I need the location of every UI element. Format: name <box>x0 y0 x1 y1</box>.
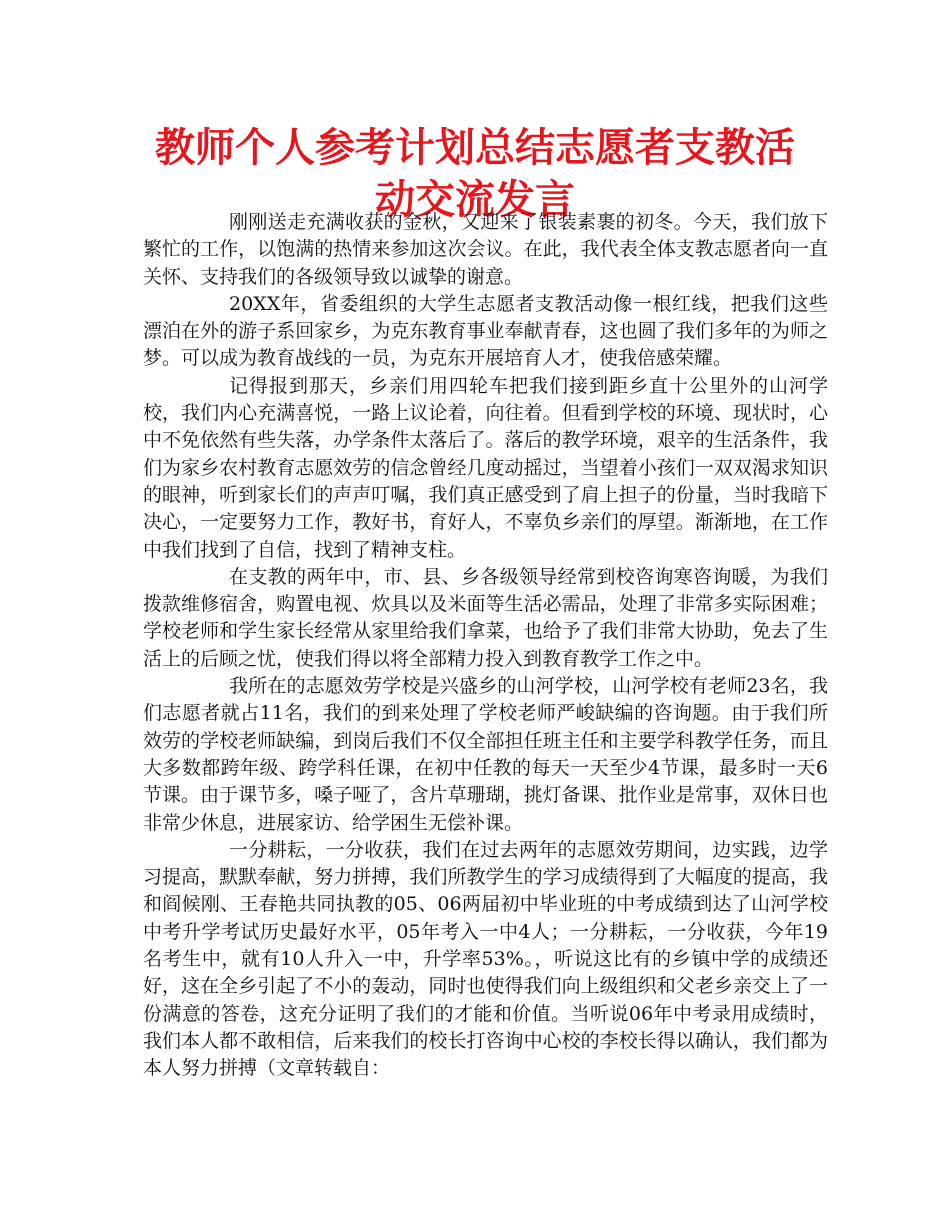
document-body <box>143 209 828 1083</box>
document-title: 教师个人参考计划总结志愿者支教活动交流发言 <box>155 125 795 223</box>
paragraph-2: 20XX年，省委组织的大学生志愿者支教活动像一根红线，把我们这些漂泊在外的游子系回家乡，为克东教育事业奉献青春，这也圆了我们多年的为师之梦。可以成为教育战线的一员，为克东开展培育人才，使我倍感荣耀。 <box>143 292 828 370</box>
paragraph-5: 我所在的志愿效劳学校是兴盛乡的山河学校，山河学校有老师23名，我们志愿者就占11名，我们的到来处理了学校老师严峻缺编的咨询题。由于我们所效劳的学校老师缺编，到岗后我们不仅全部担任班主任和主要学科教学任务，而且大多数都跨年级、跨学科任课，在初中任教的每天一天至少4节课，最多时一天6节课。由于课节多，嗓子哑了，含片草珊瑚，挑灯备课、批作业是常事，双休日也非常少休息，进展家访、给学困生无偿补课。 <box>143 675 828 834</box>
paragraph-6: 一分耕耘，一分收获，我们在过去两年的志愿效劳期间，边实践，边学习提高，默默奉献，努力拼搏，我们所教学生的学习成绩得到了大幅度的提高，我和阎候刚、王春艳共同执教的05、06两届初中毕业班的中考成绩到达了山河学校中考升学考试历史最好水平，05年考入一中4人；一分耕耘，一分收获，今年19名考生中，就有10人升入一中，升学率53%。，听说这比有的乡镇中学的成绩还好，这在全乡引起了不小的轰动，同时也使得我们向上级组织和父老乡亲交上了一份满意的答卷，这充分证明了我们的才能和价值。当听说06年中考录用成绩时，我们本人都不敢相信，后来我们的校长打咨询中心校的李校长得以确认，我们都为本人努力拼搏（文章转载自： <box>143 838 828 1080</box>
paragraph-3: 记得报到那天，乡亲们用四轮车把我们接到距乡直十公里外的山河学校，我们内心充满喜悦，一路上议论着，向往着。但看到学校的环境、现状时，心中不免依然有些失落，办学条件太落后了。落后的教学环境，艰辛的生活条件，我们为家乡农村教育志愿效劳的信念曾经几度动摇过，当望着小孩们一双双渴求知识的眼神，听到家长们的声声叮嘱，我们真正感受到了肩上担子的份量，当时我暗下决心，一定要努力工作，教好书，育好人，不辜负乡亲们的厚望。渐渐地，在工作中我们找到了自信，找到了精神支柱。 <box>143 374 828 561</box>
paragraph-1: 刚刚送走充满收获的金秋，又迎来了银装素裹的初冬。今天，我们放下繁忙的工作，以饱满的热情来参加这次会议。在此，我代表全体支教志愿者向一直关怀、支持我们的各级领导致以诚挚的谢意。 <box>143 211 828 288</box>
paragraph-4: 在支教的两年中，市、县、乡各级领导经常到校咨询寒咨询暖，为我们拨款维修宿舍，购置电视、炊具以及米面等生活必需品，处理了非常多实际困难；学校老师和学生家长经常从家里给我们拿菜，也给予了我们非常大协助，免去了生活上的后顾之忧，使我们得以将全部精力投入到教育教学工作之中。 <box>143 565 828 670</box>
